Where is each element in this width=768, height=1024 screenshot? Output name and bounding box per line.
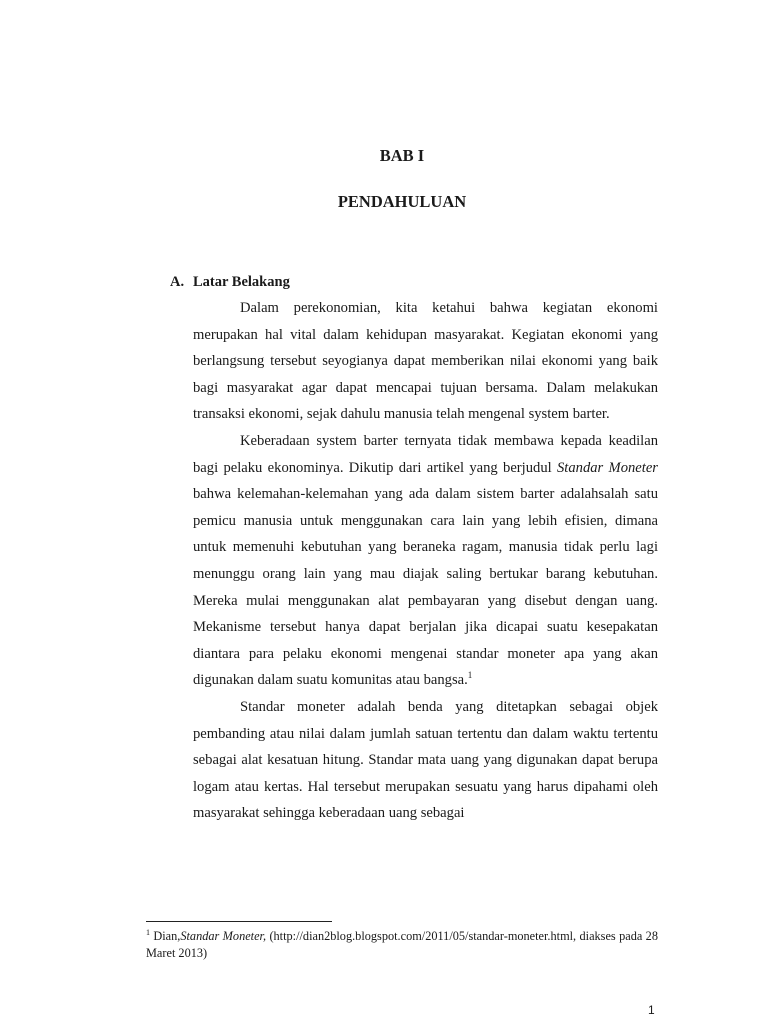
footnote-reference: 1 bbox=[467, 670, 473, 681]
footnote-author: Dian, bbox=[150, 929, 181, 943]
footnote-separator bbox=[146, 921, 332, 922]
paragraph-2-text-a: Keberadaan system barter ternyata tidak membawa kepada keadilan bagi pelaku ekonominya. Dikutip dari artikel yang berjudul bbox=[193, 432, 658, 476]
paragraph-2-text-b: bahwa kelemahan-kelemahan yang ada dalam sistem barter adalahsalah satu pemicu manusia untuk menggunakan cara lain yang lebih efisien, dimana untuk memenuhi kebutuhan yang beraneka ragam, manusia tidak perlu lagi menunggu orang lain yang mau diajak saling bertukar barang kebutuhan. Mereka mulai menggunakan alat pembayaran yang disebut dengan uang. Mekanisme tersebut hanya dapat berjalan jika dicapai suatu kesepakatan diantara para pelaku ekonomi mengenai standar moneter apa yang akan digunakan dalam suatu komunitas atau bangsa. bbox=[193, 486, 658, 689]
chapter-number: BAB I bbox=[379, 146, 425, 165]
section-title: Latar Belakang bbox=[193, 274, 290, 290]
section-heading bbox=[170, 274, 290, 291]
section-letter: A. bbox=[170, 274, 185, 290]
chapter-title: PENDAHULUAN bbox=[337, 192, 467, 211]
footnote bbox=[146, 928, 658, 962]
page-number: 1 bbox=[648, 1003, 655, 1017]
footnote-title: Standar Moneter, bbox=[180, 929, 267, 943]
paragraph-2 bbox=[193, 428, 658, 694]
paragraph-1: Dalam perekonomian, kita ketahui bahwa kegiatan ekonomi merupakan hal vital dalam kehidupan masyarakat. Kegiatan ekonomi yang berlangsung tersebut seyogianya dapat memberikan nilai ekonomi yang baik bagi masyarakat agar dapat mencapai tujuan bersama. Dalam melakukan transaksi ekonomi, sejak dahulu manusia telah mengenal system barter. bbox=[193, 300, 658, 423]
paragraph-2-article-title: Standar Moneter bbox=[557, 459, 658, 476]
body-text bbox=[193, 295, 658, 827]
footnote-source: (http://dian2blog.blogspot.com/2011/05/standar-moneter.html, diakses pada 28 Maret 2013) bbox=[146, 929, 658, 960]
paragraph-3: Standar moneter adalah benda yang ditetapkan sebagai objek pembanding atau nilai dalam jumlah satuan tertentu dan dalam waktu tertentu sebagai alat kesatuan hitung. Standar mata uang yang digunakan dapat berupa logam atau kertas. Hal tersebut merupakan sesuatu yang harus dipahami oleh masyarakat sehingga keberadaan uang sebagai bbox=[193, 698, 658, 822]
footnote-marker: 1 bbox=[146, 928, 150, 937]
